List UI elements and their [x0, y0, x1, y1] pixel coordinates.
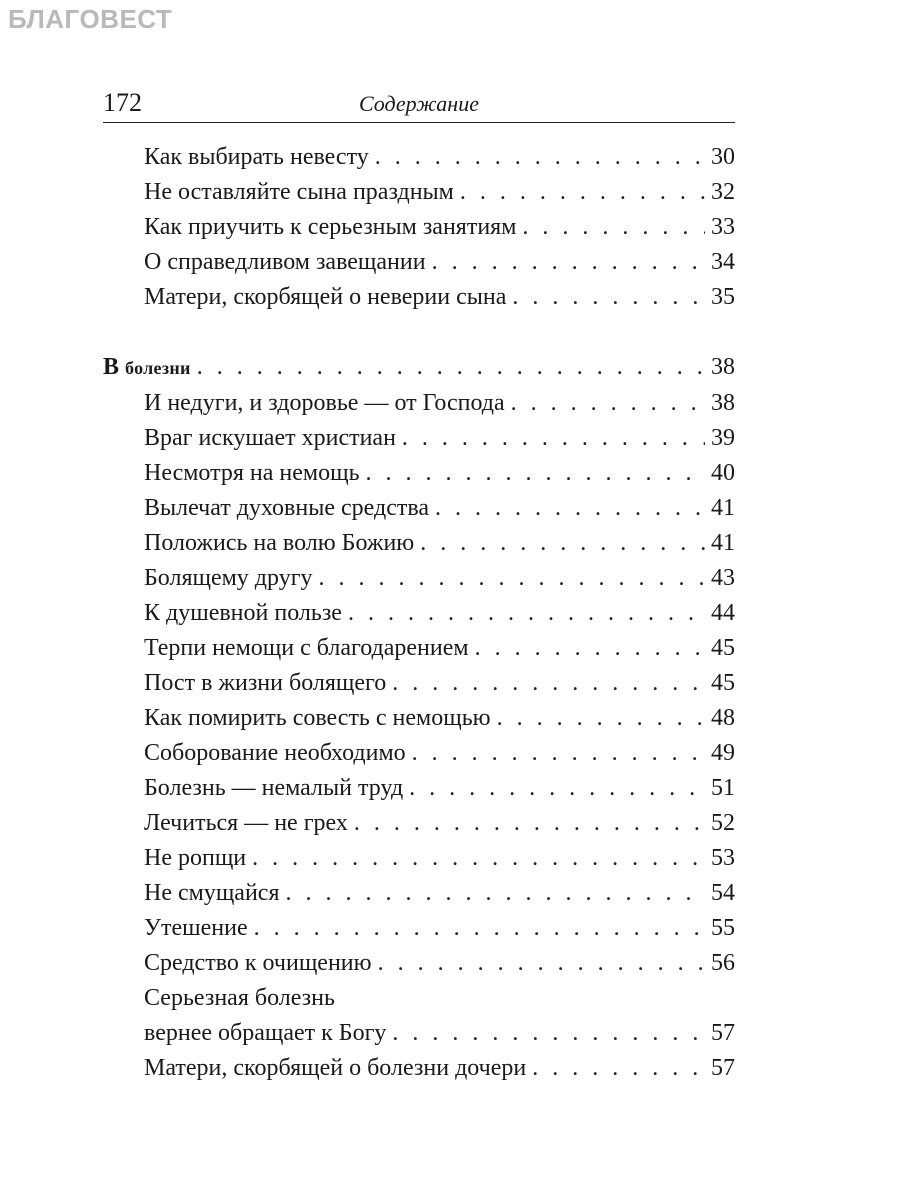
running-title: Содержание	[358, 91, 479, 116]
dot-leader	[475, 632, 705, 664]
section-title-first: В	[103, 354, 120, 380]
toc-entry[interactable]	[103, 492, 735, 524]
toc-entry-title: Серьезная болезнь	[144, 985, 335, 1011]
toc-entry[interactable]	[103, 176, 735, 208]
toc-section-page: 38	[711, 354, 735, 380]
toc-entry[interactable]	[103, 387, 735, 419]
toc-entry-title: Матери, скорбящей о неверии сына	[144, 284, 507, 310]
toc-entry[interactable]	[103, 667, 735, 699]
toc-entry-title: Вылечат духовные средства	[144, 495, 430, 521]
toc-entry[interactable]	[103, 422, 735, 454]
toc-section-heading[interactable]	[103, 351, 735, 384]
toc-entry-page: 53	[711, 845, 735, 871]
toc-entry-title: К душевной пользе	[144, 600, 342, 626]
toc-entry-page: 52	[711, 810, 735, 836]
dot-leader	[197, 351, 705, 383]
page-number: 172	[103, 88, 142, 117]
toc-entry-page: 34	[711, 249, 735, 275]
toc-entry-line2[interactable]	[103, 1017, 735, 1049]
toc-entry-page: 57	[711, 1020, 735, 1046]
toc-entry[interactable]	[103, 772, 735, 804]
toc-entry-page: 30	[711, 144, 735, 170]
dot-leader	[254, 912, 705, 944]
toc-entry[interactable]	[103, 141, 735, 173]
dot-leader	[392, 1017, 705, 1049]
dot-leader	[512, 281, 705, 313]
toc-entry-page: 41	[711, 530, 735, 556]
dot-leader	[392, 667, 705, 699]
toc-entry[interactable]	[103, 597, 735, 629]
toc-entry[interactable]	[103, 562, 735, 594]
toc-entry[interactable]	[103, 527, 735, 559]
page-header	[103, 88, 735, 123]
toc-entry[interactable]	[103, 246, 735, 278]
toc-entry[interactable]	[103, 1052, 735, 1084]
dot-leader	[432, 246, 705, 278]
toc-entry-page: 55	[711, 915, 735, 941]
toc-entry-page: 51	[711, 775, 735, 801]
dot-leader	[409, 772, 705, 804]
dot-leader	[497, 702, 705, 734]
toc-entry-title: Пост в жизни болящего	[144, 670, 387, 696]
toc-section-title	[103, 351, 191, 384]
dot-leader	[375, 141, 705, 173]
dot-leader	[402, 422, 705, 454]
toc-entry[interactable]	[103, 632, 735, 664]
toc-entry-title: Болезнь — немалый труд	[144, 775, 404, 801]
toc-entry-title: Как приучить к серьезным занятиям	[144, 214, 517, 240]
toc-entry-title: вернее обращает к Богу	[144, 1020, 387, 1046]
toc-entry-page: 49	[711, 740, 735, 766]
toc-entry-page: 45	[711, 670, 735, 696]
watermark-logo: БЛАГОВЕСТ	[8, 4, 173, 34]
dot-leader	[511, 387, 705, 419]
toc-entry[interactable]	[103, 807, 735, 839]
toc-entry-title: Несмотря на немощь	[144, 460, 360, 486]
dot-leader	[412, 737, 705, 769]
toc-entry[interactable]	[103, 737, 735, 769]
toc-entry-page: 41	[711, 495, 735, 521]
toc-entry-title: Болящему другу	[144, 565, 313, 591]
toc-entry[interactable]	[103, 702, 735, 734]
toc-entry-page: 38	[711, 390, 735, 416]
toc-entry-page: 54	[711, 880, 735, 906]
toc-entry-title: Утешение	[144, 915, 248, 941]
toc-entry-title: Не оставляйте сына праздным	[144, 179, 454, 205]
toc-entry[interactable]	[103, 877, 735, 909]
toc-entry-page: 39	[711, 425, 735, 451]
toc-entry-page: 35	[711, 284, 735, 310]
toc-entry-page: 44	[711, 600, 735, 626]
dot-leader	[435, 492, 705, 524]
toc-entry-page: 40	[711, 460, 735, 486]
toc-entry-title: Как помирить совесть с немощью	[144, 705, 491, 731]
dot-leader	[378, 947, 705, 979]
toc-entry-page: 48	[711, 705, 735, 731]
toc-entry[interactable]	[103, 211, 735, 243]
toc-entry-title: Не ропщи	[144, 845, 247, 871]
toc-entry[interactable]	[103, 912, 735, 944]
dot-leader	[286, 877, 706, 909]
toc-entry-title: О справедливом завещании	[144, 249, 426, 275]
toc-entry-title: Матери, скорбящей о болезни дочери	[144, 1055, 527, 1081]
toc-entry-title: Лечиться — не грех	[144, 810, 348, 836]
toc-entry-title: Средство к очищению	[144, 950, 372, 976]
toc-entry-title: Как выбирать невесту	[144, 144, 369, 170]
dot-leader	[252, 842, 705, 874]
toc-entry-title: И недуги, и здоровье — от Господа	[144, 390, 505, 416]
toc-entry[interactable]	[103, 947, 735, 979]
toc-entry[interactable]	[103, 281, 735, 313]
toc-entry-page: 43	[711, 565, 735, 591]
toc-entry-page: 56	[711, 950, 735, 976]
dot-leader	[532, 1052, 705, 1084]
toc-entry-title: Враг искушает христиан	[144, 425, 396, 451]
toc-entry-page: 45	[711, 635, 735, 661]
toc-entry-page: 32	[711, 179, 735, 205]
toc-entry-title: Терпи немощи с благодарением	[144, 635, 469, 661]
dot-leader	[420, 527, 705, 559]
toc-entry-title: Не смущайся	[144, 880, 280, 906]
section-title-rest: болезни	[125, 358, 191, 378]
dot-leader	[522, 211, 705, 243]
dot-leader	[460, 176, 705, 208]
dot-leader	[354, 807, 705, 839]
dot-leader	[348, 597, 705, 629]
toc-entry[interactable]	[103, 842, 735, 874]
dot-leader	[366, 457, 705, 489]
dot-leader	[319, 562, 705, 594]
toc-entry-page: 57	[711, 1055, 735, 1081]
toc-entry-line1[interactable]	[103, 982, 735, 1014]
toc-entry[interactable]	[103, 457, 735, 489]
toc-entry-title: Соборование необходимо	[144, 740, 406, 766]
toc-entry-page: 33	[711, 214, 735, 240]
toc-entry-title: Положись на волю Божию	[144, 530, 415, 556]
